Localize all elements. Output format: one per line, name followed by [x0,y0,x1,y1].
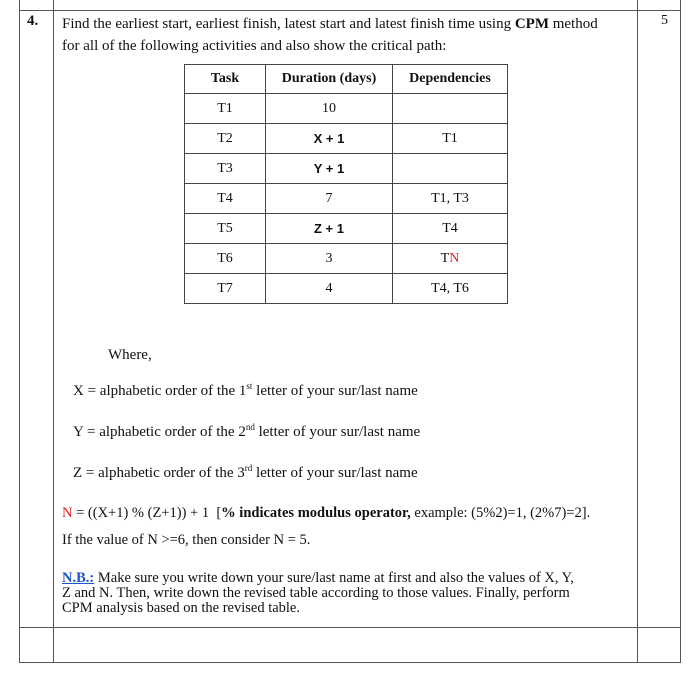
nb-label: N.B.: [62,570,95,586]
nb-line-2: Z and N. Then, write down the revised table according to those values. Finally, perform [62,585,570,601]
duration-cell: 4 [266,274,393,304]
task-cell: T4 [185,184,266,214]
nb-note [62,571,574,616]
deps-cell: T4 [393,214,508,244]
header-dependencies: Dependencies [393,65,508,94]
definition-y: Y = alphabetic order of the 2nd letter of your sur/last name [73,422,421,440]
n-condition: If the value of N >=6, then consider N = 5. [62,532,311,548]
question-marks: 5 [661,13,668,28]
border-bottom [19,662,681,663]
table-row [185,274,508,304]
header-duration: Duration (days) [266,65,393,94]
border-col-1 [53,0,54,663]
definition-z: Z = alphabetic order of the 3rd letter of your sur/last name [73,463,418,481]
duration-cell: 10 [266,94,393,124]
prompt-line-2: for all of the following activities and also show the critical path: [62,38,447,54]
deps-cell: T1, T3 [393,184,508,214]
nb-line-3: CPM analysis based on the revised table. [62,600,300,616]
task-cell: T3 [185,154,266,184]
header-task: Task [185,65,266,94]
border-row-separator [19,627,681,628]
duration-cell: 3 [266,244,393,274]
border-col-2 [637,0,638,663]
table-row [185,154,508,184]
border-top [19,10,681,11]
deps-cell [393,154,508,184]
n-formula: N = ((X+1) % (Z+1)) + 1 [% indicates modulus operator, example: (5%2)=1, (2%7)=2]. [62,505,591,521]
table-row [185,94,508,124]
duration-cell: 7 [266,184,393,214]
deps-cell: T1 [393,124,508,154]
deps-cell: T4, T6 [393,274,508,304]
definition-x: X = alphabetic order of the 1st letter of your sur/last name [73,381,418,399]
border-right [680,0,681,663]
table-row [185,184,508,214]
task-cell: T2 [185,124,266,154]
deps-cell: TN [393,244,508,274]
deps-cell [393,94,508,124]
task-cell: T1 [185,94,266,124]
question-prompt [62,13,598,57]
border-left [19,0,20,663]
task-cell: T7 [185,274,266,304]
table-header-row [185,65,508,94]
nb-line-1: N.B.: Make sure you write down your sure/last name at first and also the values of X, Y, [62,570,574,586]
prompt-line-1: Find the earliest start, earliest finish, latest start and latest finish time using CPM method [62,16,598,32]
task-cell: T5 [185,214,266,244]
duration-cell: Z + 1 [266,214,393,244]
task-cell: T6 [185,244,266,274]
where-label: Where, [108,347,152,363]
cpm-activity-table [184,64,508,304]
question-number: 4. [27,13,39,29]
table-row [185,244,508,274]
duration-cell: Y + 1 [266,154,393,184]
duration-cell: X + 1 [266,124,393,154]
table-row [185,214,508,244]
table-row [185,124,508,154]
